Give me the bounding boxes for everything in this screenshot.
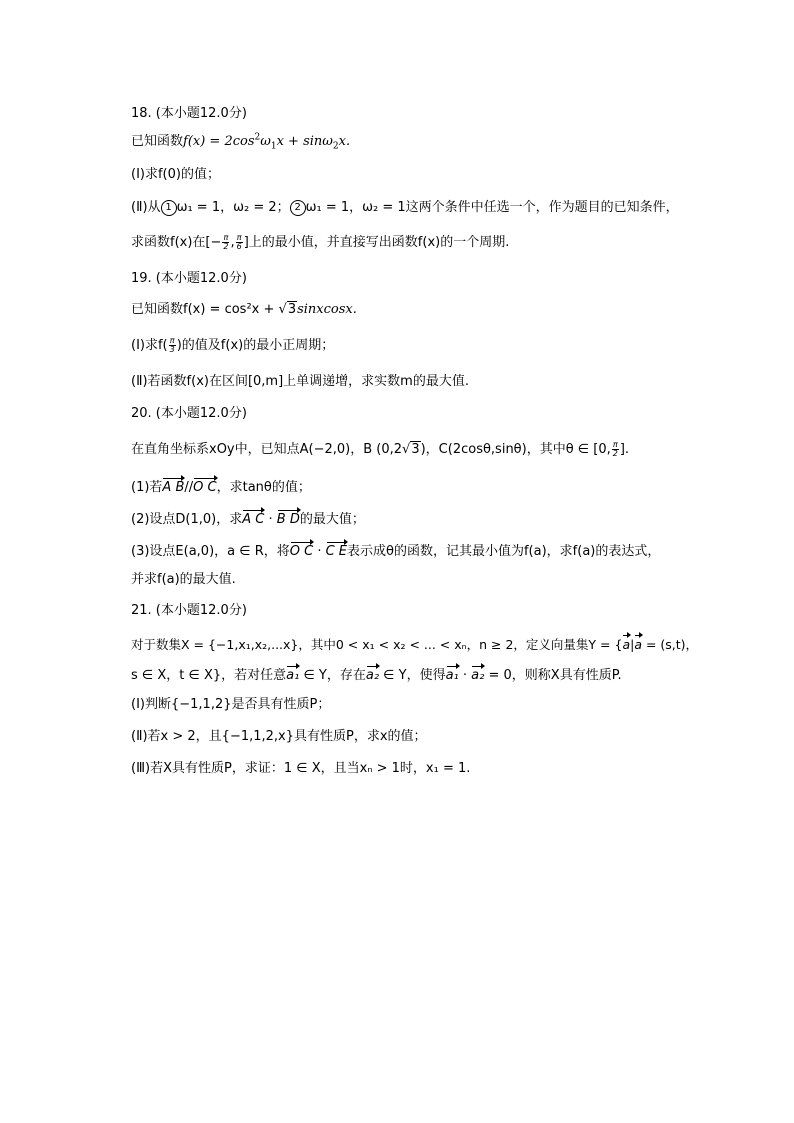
fraction: $\frac{\pi}{6}$: [236, 233, 242, 251]
q20-part3-line2: 并求f(a)的最大值.: [131, 572, 236, 587]
q21-part3: (Ⅲ)若X具有性质P，求证：1 ∈ X，且当xₙ > 1时，x₁ = 1.: [131, 761, 471, 776]
q20-part2: (2)设点D(1,0)，求A C · B D的最大值；: [131, 509, 365, 529]
q18-part1: (Ⅰ)求f(0)的值；: [131, 167, 220, 182]
q19-part2: (Ⅱ)若函数f(x)在区间[0,m]上单调递增，求实数m的最大值.: [131, 374, 469, 389]
q18-stem: 已知函数$f(x) = 2\cos^2\omega_1x + \sin\omega_2x$.: [131, 132, 351, 152]
q20-part1: (1)若A B//O C，求tanθ的值；: [131, 477, 311, 497]
fraction: $\frac{\pi}{3}$: [169, 336, 175, 354]
q20-stem: 在直角坐标系xOy中，已知点A(−2,0)，B (0,2√3)，C(2cosθ,sinθ)，其中θ ∈ [0, $\frac{\pi}{2}$ ].: [131, 440, 630, 458]
q21-stem-line2: s ∈ X，t ∈ X}，若对任意a₁ ∈ Y，存在a₂ ∈ Y，使得a₁ · a₂ = 0，则称X具有性质P.: [131, 665, 622, 685]
q18-header: 18. (本小题12.0分): [131, 106, 247, 121]
q21-part1: (Ⅰ)判断{−1,1,2}是否具有性质P；: [131, 697, 331, 712]
q21-header: 21. (本小题12.0分): [131, 603, 247, 618]
q19-part1: (Ⅰ)求f( $\frac{\pi}{3}$ )的值及f(x)的最小正周期；: [131, 336, 335, 354]
q21-stem-line1: 对于数集X = {−1,x₁,x₂,...x}，其中0 < x₁ < x₂ < ... < xₙ，n ≥ 2，定义向量集Y = {a|a = (s,t)，: [131, 634, 698, 654]
q20-header: 20. (本小题12.0分): [131, 406, 247, 421]
q19-stem: 已知函数f(x) = cos²x + √3sinxcosx.: [131, 302, 357, 317]
fraction: $\frac{\pi}{2}$: [612, 440, 618, 458]
q21-part2: (Ⅱ)若x > 2，且{−1,1,2,x}具有性质P，求x的值；: [131, 729, 427, 744]
q19-header: 19. (本小题12.0分): [131, 271, 247, 286]
q20-part3-line1: (3)设点E(a,0)，a ∈ R，将O C · C E表示成θ的函数，记其最小值为f(a)，求f(a)的表达式，: [131, 541, 660, 561]
fraction: $\frac{\pi}{2}$: [223, 233, 229, 251]
q18-part2-line2: 求函数f(x)在[− $\frac{\pi}{2}$ , $\frac{\pi}{6}$ ]上的最小值，并直接写出函数f(x)的一个周期.: [131, 233, 510, 251]
q18-part2-line1: (Ⅱ)从 1 ω₁ = 1，ω₂ = 2； 2 ω₁ = 1，ω₂ = 1这两个条件中任选一个，作为题目的已知条件，: [131, 200, 679, 215]
